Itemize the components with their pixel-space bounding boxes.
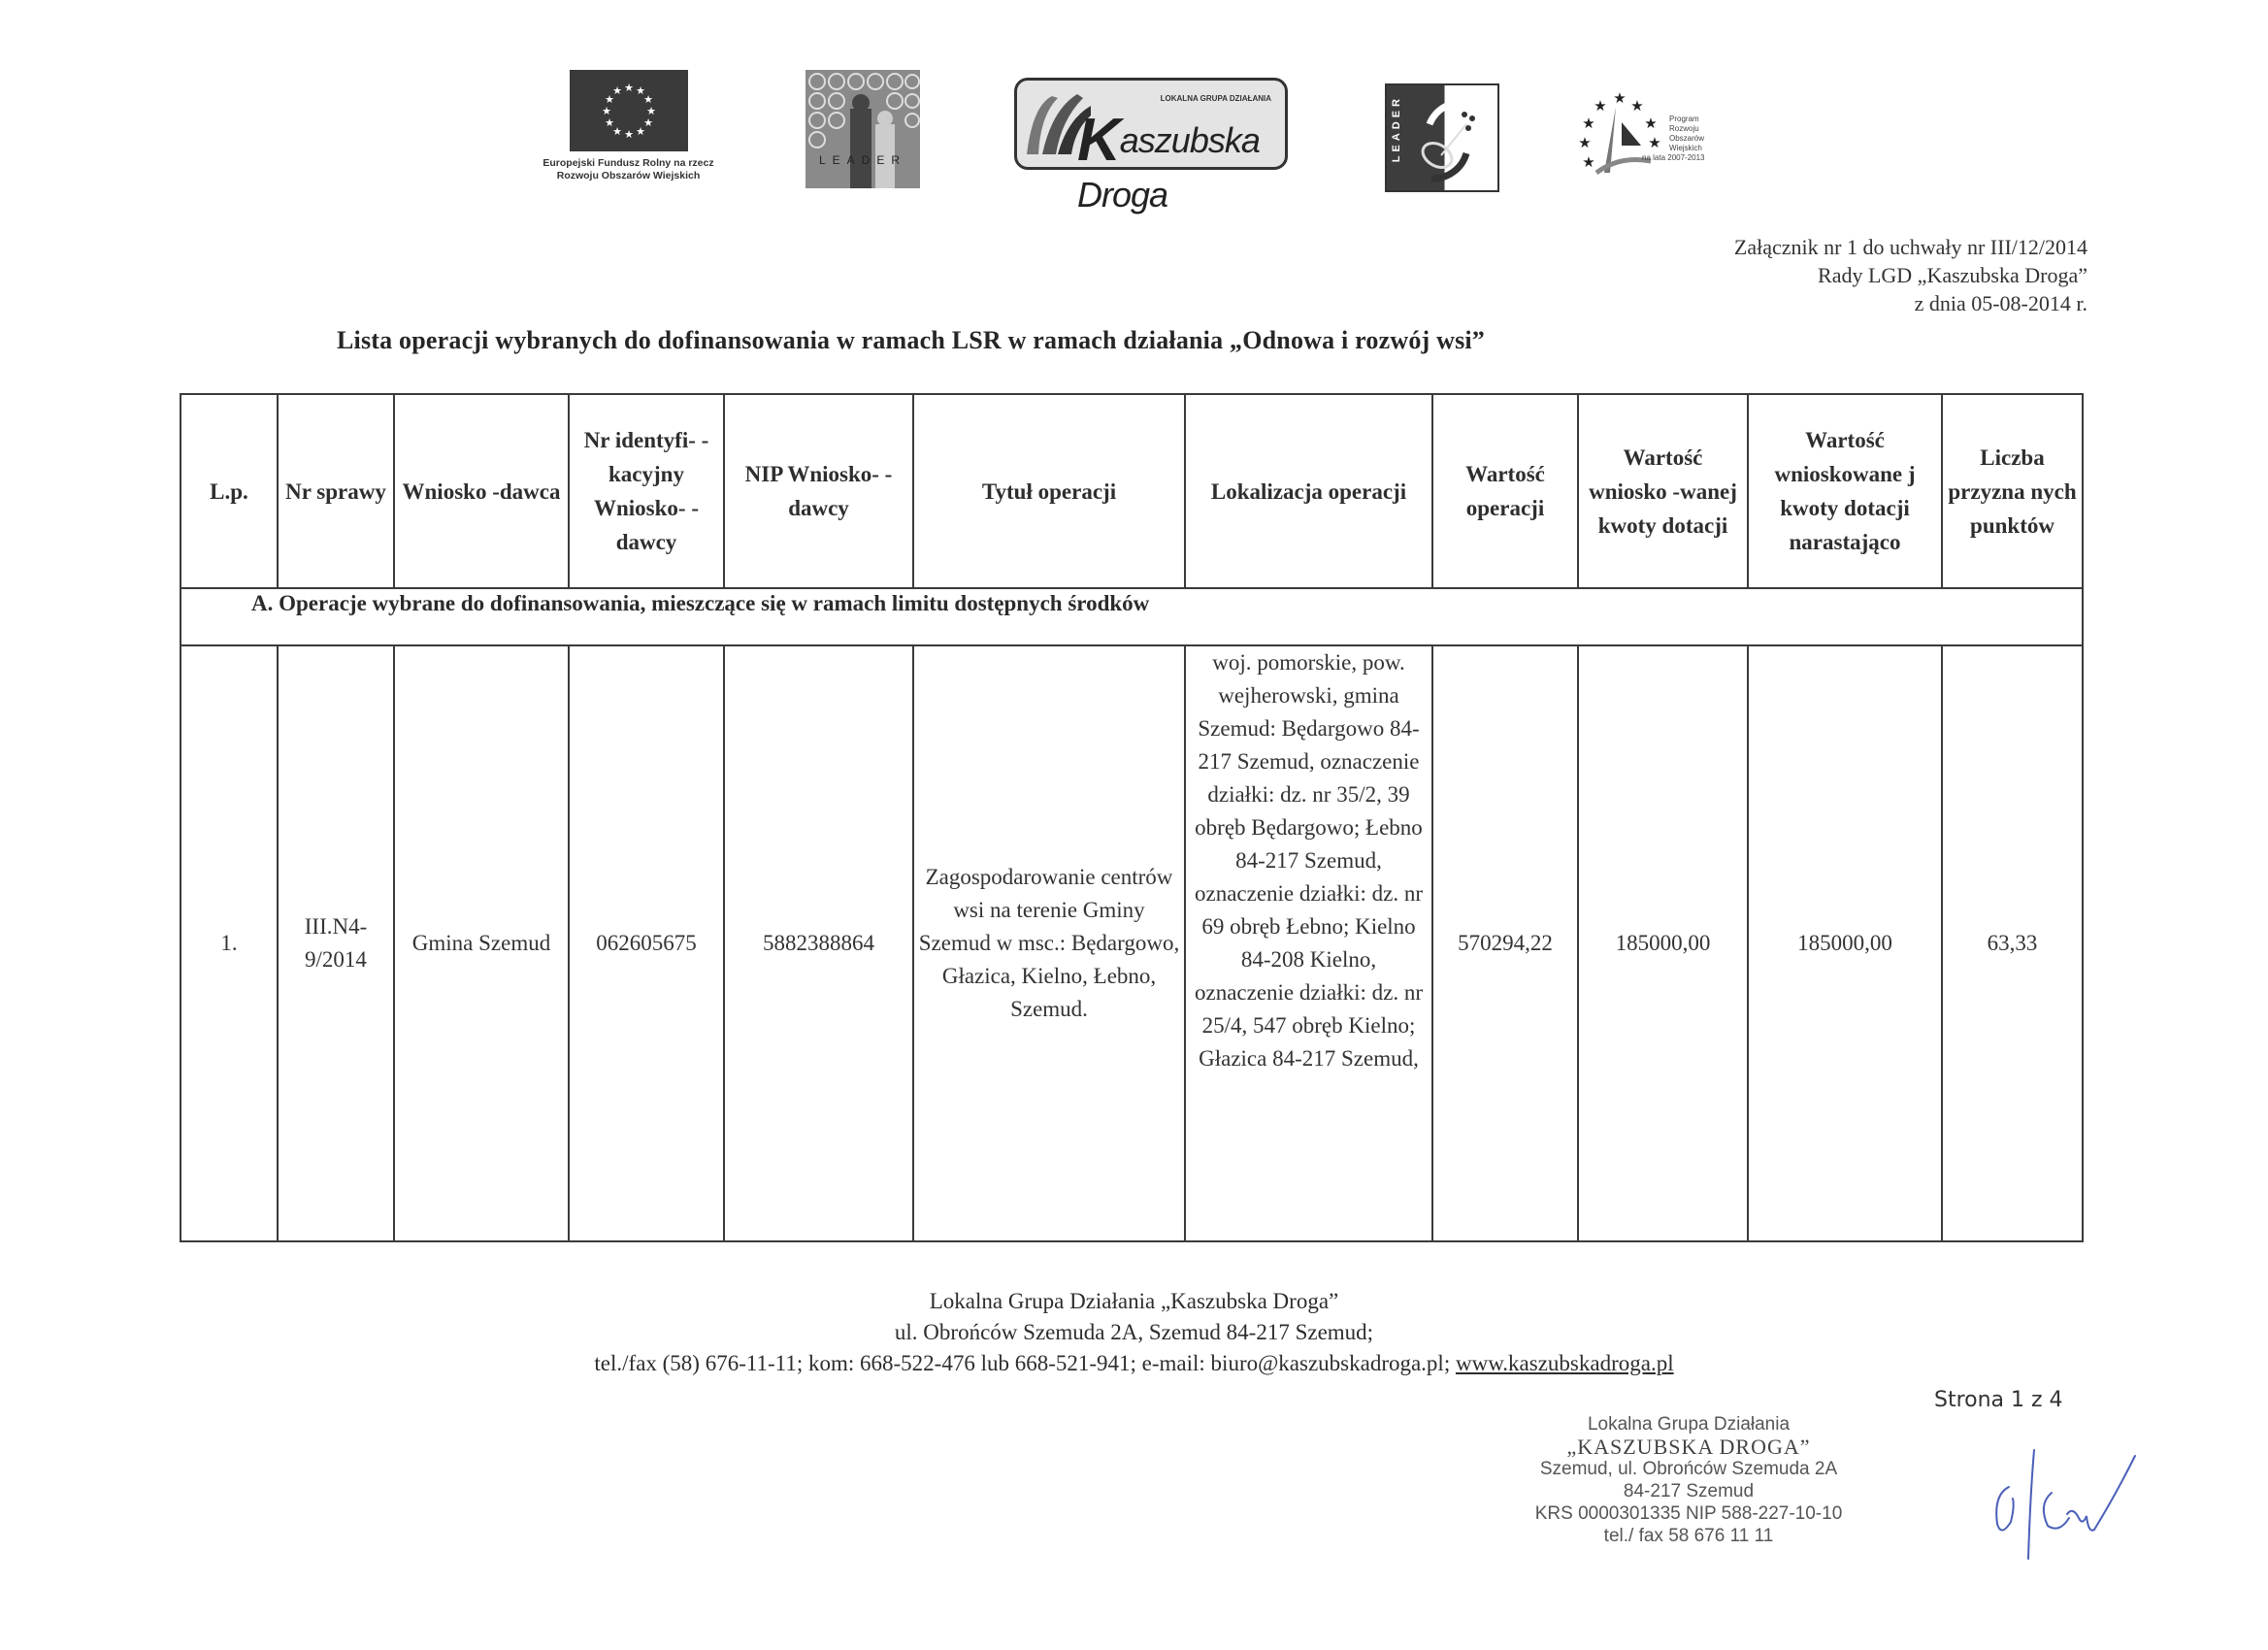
letterhead-footer	[0, 1286, 2268, 1379]
cell-lp: 1.	[181, 645, 278, 1241]
footer-address: ul. Obrońców Szemuda 2A, Szemud 84-217 Szemud;	[894, 1320, 1374, 1344]
leader-tree-icon	[1385, 83, 1499, 192]
document-title: Lista operacji wybranych do dofinansowania w ramach LSR w ramach działania „Odnowa i rozwój wsi”	[337, 326, 1486, 354]
cell-wartosc-operacji: 570294,22	[1432, 645, 1578, 1241]
column-header-tytul-operacji: Tytuł operacji	[913, 394, 1185, 588]
svg-text:★: ★	[636, 125, 645, 138]
section-a-label: A. Operacje wybrane do dofinansowania, mieszczące się w ramach limitu dostępnych środków	[181, 588, 2083, 645]
svg-text:★: ★	[605, 116, 614, 129]
handwritten-signature-icon	[1980, 1436, 2145, 1563]
prow-caption-line: Program	[1669, 115, 1699, 123]
svg-text:★: ★	[1648, 134, 1661, 151]
svg-text:★: ★	[1578, 134, 1592, 151]
svg-text:★: ★	[1613, 89, 1627, 107]
stamp-line-5: KRS 0000301335 NIP 588-227-10-10	[1534, 1503, 1843, 1524]
footer-contact-details: tel./fax (58) 676-11-11; kom: 668-522-476 lub 668-521-941; e-mail: biuro@kaszubskadroga.pl;	[594, 1351, 1456, 1375]
organization-stamp	[1499, 1413, 1878, 1547]
eu-caption-line-2: Rozwoju Obszarów Wiejskich	[556, 170, 701, 182]
cell-tytul-operacji: Zagospodarowanie centrów wsi na terenie Gminy Szemud w msc.: Będargowo, Głazica, Kielno, Łebno, Szemud.	[913, 645, 1185, 1241]
cell-nr-sprawy: III.N4- 9/2014	[278, 645, 394, 1241]
cell-wnioskodawca: Gmina Szemud	[394, 645, 569, 1241]
cell-wartosc-narastajaco: 185000,00	[1748, 645, 1942, 1241]
svg-text:★: ★	[636, 84, 645, 97]
stamp-line-1: Lokalna Grupa Działania	[1587, 1414, 1791, 1435]
attachment-line-1: Załącznik nr 1 do uchwały nr III/12/2014	[1733, 235, 2087, 259]
attachment-reference	[1734, 233, 2087, 317]
column-header-nip: NIP Wniosko- -dawcy	[724, 394, 913, 588]
section-row	[181, 588, 2083, 645]
column-header-nr-identyfikacyjny: Nr identyfi- -kacyjny Wniosko- -dawcy	[569, 394, 724, 588]
stamp-line-2: „KASZUBSKA DROGA”	[1566, 1435, 1811, 1459]
svg-text:★: ★	[1644, 115, 1658, 132]
page-number: Strona 1 z 4	[1934, 1388, 2063, 1412]
kd-logo-brand-rest: aszubska Droga	[1077, 120, 1260, 214]
prow-caption	[1642, 115, 1705, 163]
table-row	[181, 645, 2083, 1241]
prow-caption-line: Rozwoju	[1669, 124, 1699, 133]
svg-text:★: ★	[1582, 115, 1595, 132]
svg-text:★: ★	[643, 93, 653, 106]
svg-text:★: ★	[612, 125, 622, 138]
kd-logo-brand	[1077, 106, 1285, 215]
kd-logo-initial: K	[1077, 107, 1120, 174]
svg-text:★: ★	[1630, 97, 1644, 115]
stamp-line-6: tel./ fax 58 676 11 11	[1603, 1526, 1774, 1546]
column-header-wnioskodawca: Wniosko -dawca	[394, 394, 569, 588]
svg-text:★: ★	[1582, 153, 1595, 171]
svg-text:★: ★	[605, 93, 614, 106]
leader-grid-label: LEADER	[818, 153, 907, 167]
cell-nr-identyfikacyjny: 062605675	[569, 645, 724, 1241]
leader-square-label: LEADER	[1391, 95, 1402, 163]
stamp-line-3: Szemud, ul. Obrońców Szemuda 2A	[1539, 1459, 1838, 1479]
column-header-nr-sprawy: Nr sprawy	[278, 394, 394, 588]
eu-flag-icon	[570, 70, 688, 151]
column-header-lp: L.p.	[181, 394, 278, 588]
eu-fund-caption	[524, 157, 733, 182]
footer-contact	[0, 1348, 2268, 1379]
cell-lokalizacja: woj. pomorskie, pow. wejherowski, gmina Szemud: Będargowo 84-217 Szemud, oznaczenie działki: dz. nr 35/2, 39 obręb Będargowo; Łebno 84-217 Szemud, oznaczenie działki: dz. nr 69 obręb Łebno; Kielno 84-208 Kielno, oznaczenie działki: dz. nr 25/4, 547 obręb Kielno; Głazica 84-217 Szemud,	[1185, 645, 1432, 1241]
column-header-wartosc-dotacji: Wartość wniosko -wanej kwoty dotacji	[1578, 394, 1748, 588]
operations-table	[180, 393, 2084, 1242]
stamp-line-4: 84-217 Szemud	[1623, 1481, 1755, 1502]
cell-nip: 5882388864	[724, 645, 913, 1241]
prow-stars-icon	[1577, 87, 1664, 180]
kd-logo-subtitle: LOKALNA GRUPA DZIAŁANIA	[1160, 94, 1271, 103]
attachment-line-3: z dnia 05-08-2014 r.	[1914, 291, 2087, 315]
column-header-wartosc-operacji: Wartość operacji	[1432, 394, 1578, 588]
footer-website-link[interactable]: www.kaszubskadroga.pl	[1455, 1351, 1674, 1375]
column-header-wartosc-narastajaco: Wartość wnioskowane j kwoty dotacji narastająco	[1748, 394, 1942, 588]
cell-liczba-punktow: 63,33	[1942, 645, 2083, 1241]
column-header-lokalizacja: Lokalizacja operacji	[1185, 394, 1432, 588]
svg-text:★: ★	[643, 116, 653, 129]
kaszubska-droga-logo-icon	[1014, 78, 1288, 214]
svg-text:★: ★	[624, 128, 634, 141]
prow-caption-line: Obszarów	[1669, 134, 1705, 143]
column-header-liczba-punktow: Liczba przyzna nych punktów	[1942, 394, 2083, 588]
svg-text:★: ★	[624, 82, 634, 94]
prow-caption-line: Wiejskich	[1669, 144, 1702, 152]
attachment-line-2: Rady LGD „Kaszubska Droga”	[1818, 263, 2087, 287]
leader-people-grid-icon	[805, 70, 920, 188]
cell-wartosc-dotacji: 185000,00	[1578, 645, 1748, 1241]
table-header-row	[181, 394, 2083, 588]
svg-text:★: ★	[612, 84, 622, 97]
eu-caption-line-1: Europejski Fundusz Rolny na rzecz	[542, 157, 714, 169]
prow-caption-line: na lata 2007-2013	[1642, 153, 1705, 162]
svg-text:★: ★	[602, 105, 611, 117]
svg-text:★: ★	[646, 105, 656, 117]
svg-text:★: ★	[1594, 97, 1607, 115]
footer-org-name: Lokalna Grupa Działania „Kaszubska Droga”	[929, 1289, 1339, 1313]
